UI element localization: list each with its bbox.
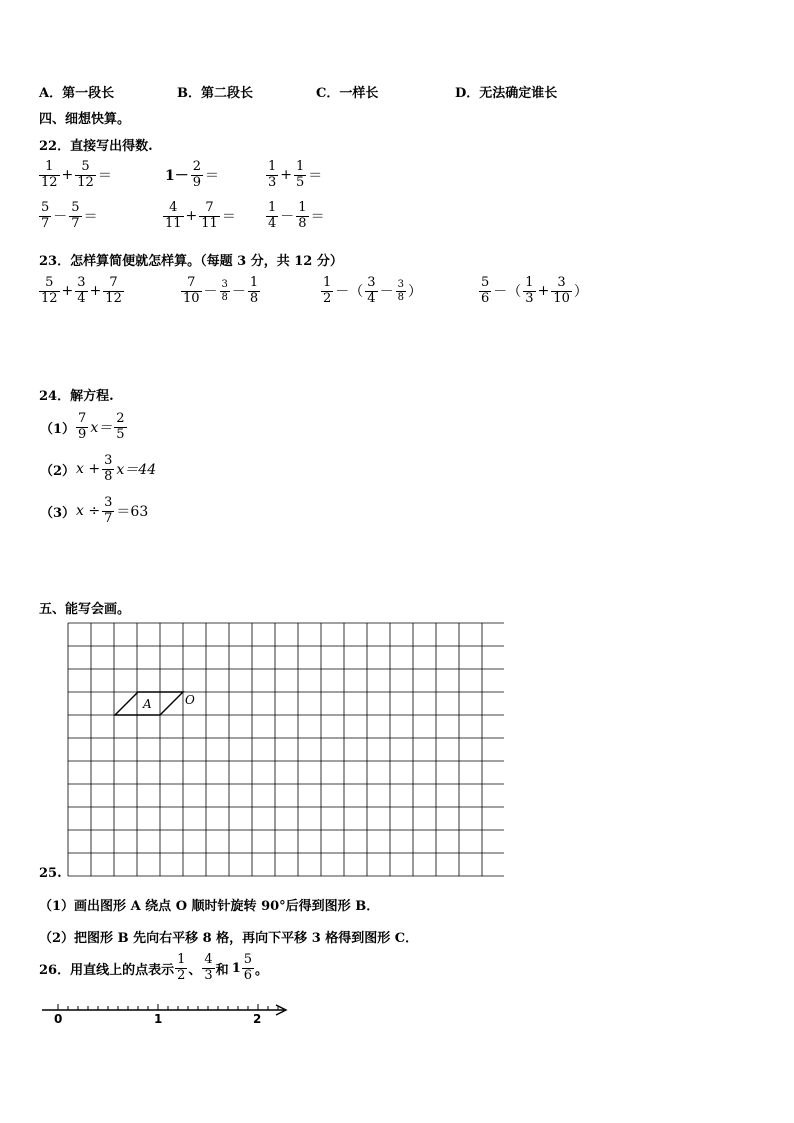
tick-label-0: 0 <box>54 1012 63 1026</box>
fraction: $\frac{5}{12}$ <box>77 159 94 190</box>
q24-eq-2: （2） x + $\frac{3}{8}$ x＝44 <box>40 453 157 484</box>
fraction: $\frac{7}{11}$ <box>201 200 218 231</box>
fraction: $\frac{4}{11}$ <box>165 200 182 231</box>
fraction: $\frac{1}{3}$ <box>268 159 277 190</box>
option-d: D．无法确定谁长 <box>455 86 558 101</box>
q22-item-3: $\frac{1}{3}$ + $\frac{1}{5}$ ＝ <box>268 159 323 190</box>
fraction: $\frac{2}{9}$ <box>192 159 202 190</box>
q22-item-2: 1－ $\frac{2}{9}$ ＝ <box>165 159 220 190</box>
fraction: $\frac{1}{4}$ <box>268 200 277 231</box>
q23-expr-2: $\frac{7}{10}$ － $\frac{3}{8}$ － $\frac{1}{8}$ <box>183 275 259 306</box>
section5-title: 五、能写会画。 <box>39 602 131 617</box>
fraction: $\frac{5}{7}$ <box>41 200 50 231</box>
option-a: A．第一段长 <box>39 86 115 101</box>
q22-item-4: $\frac{5}{7}$ － $\frac{5}{7}$ ＝ <box>41 200 98 231</box>
option-c: C．一样长 <box>316 86 379 101</box>
q24-eq-1: （1） $\frac{7}{9}$ x＝ $\frac{2}{5}$ <box>40 411 125 442</box>
q23-title: 23．怎样算简便就怎样算。（每题 3 分，共 12 分） <box>39 254 343 269</box>
q23-expr-4: $\frac{5}{6}$ －（ $\frac{1}{3}$ + $\frac{3}{10}$ ） <box>481 275 588 306</box>
option-b: B．第二段长 <box>177 86 253 101</box>
tick-label-1: 1 <box>154 1012 163 1026</box>
q22-item-1: $\frac{1}{12}$ + $\frac{5}{12}$ ＝ <box>41 159 112 190</box>
grid-figure <box>66 622 504 880</box>
tick-label-2: 2 <box>253 1012 262 1026</box>
q24-title: 24．解方程. <box>39 389 114 404</box>
section4-title: 四、细想快算。 <box>39 112 131 127</box>
fraction: $\frac{1}{12}$ <box>41 159 58 190</box>
fraction: $\frac{1}{5}$ <box>296 159 305 190</box>
q22-item-6: $\frac{1}{4}$ － $\frac{1}{8}$ ＝ <box>268 200 325 231</box>
q25-instruction-2: （2）把图形 B 先向右平移 8 格，再向下平移 3 格得到图形 C． <box>39 931 419 946</box>
q25-number: 25. <box>39 866 62 881</box>
q23-expr-3: $\frac{1}{2}$ －（ $\frac{3}{4}$ － $\frac{3}{8}$ ） <box>323 275 422 306</box>
q22-title: 22．直接写出得数. <box>39 139 153 154</box>
shape-label-a: A <box>143 697 152 711</box>
point-label-o: O <box>185 693 195 707</box>
q24-eq-3: （3） x ÷ $\frac{3}{7}$ ＝63 <box>40 495 149 526</box>
q23-expr-1: $\frac{5}{12}$ + $\frac{3}{4}$ + $\frac{7}{12}$ <box>41 275 122 306</box>
number-line <box>36 1000 296 1030</box>
q22-item-5: $\frac{4}{11}$ + $\frac{7}{11}$ ＝ <box>165 200 236 231</box>
fraction: $\frac{1}{8}$ <box>298 200 307 231</box>
q26-title: 26．用直线上的点表示 $\frac{1}{2}$ 、 $\frac{4}{3}$ 和 1 $\frac{5}{6}$ 。 <box>39 952 269 983</box>
fraction: $\frac{5}{7}$ <box>71 200 80 231</box>
q25-instruction-1: （1）画出图形 A 绕点 O 顺时针旋转 90°后得到图形 B． <box>39 899 380 914</box>
